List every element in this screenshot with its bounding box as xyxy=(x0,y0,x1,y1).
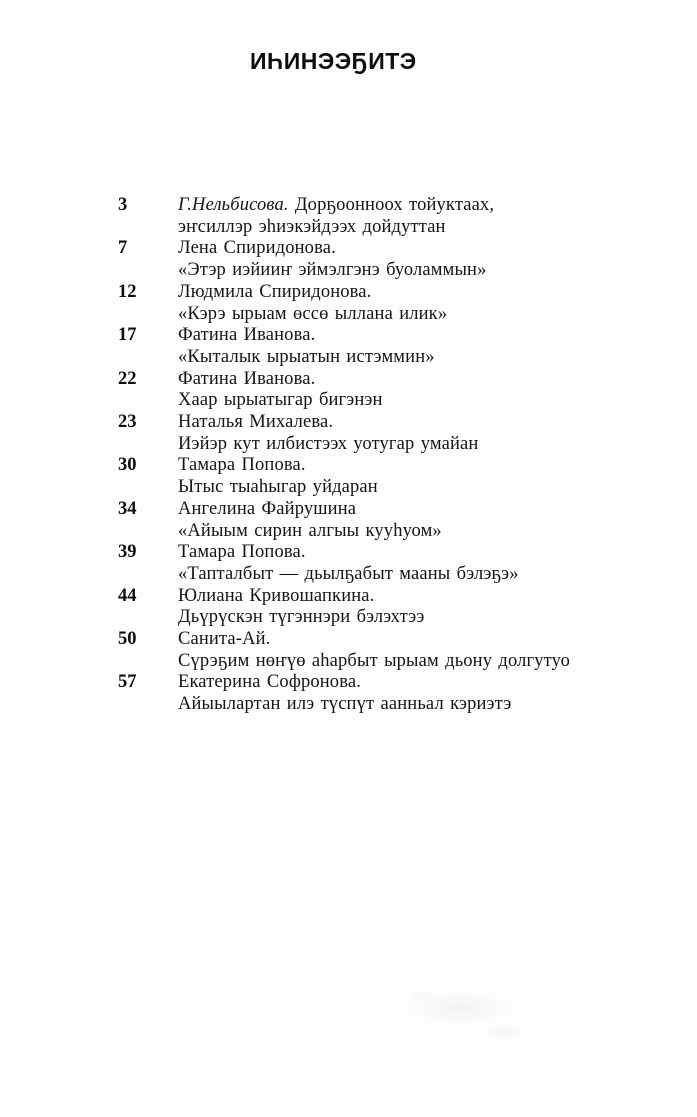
toc-entry-text xyxy=(178,629,608,672)
toc-entry-title-line2: «Кыталык ырыатын истэммин» xyxy=(178,346,435,367)
toc-entry xyxy=(118,455,608,498)
toc-entry-author: Фатина Иванова. xyxy=(178,368,316,389)
toc-entry-title-line2: «Тапталбыт — дьылҕабыт мааны бэлэҕэ» xyxy=(178,563,519,584)
toc-entry-page-number: 44 xyxy=(118,585,137,606)
toc-entry-line1 xyxy=(178,499,608,521)
toc-entry-page-number: 17 xyxy=(118,325,137,346)
toc-entry xyxy=(118,586,608,629)
toc-entry-author: Екатерина Софронова. xyxy=(178,672,361,693)
toc-entry-text xyxy=(178,325,608,368)
toc-entry-title-line2: «Этэр иэйииҥ эймэлгэнэ буоламмын» xyxy=(178,260,487,281)
toc-entry-line1 xyxy=(178,369,608,391)
toc-entry-text xyxy=(178,412,608,455)
toc-entry-title-line2: Дьүрүскэн түгэннэри бэлэхтээ xyxy=(178,607,425,628)
toc-entry-title-line2: Иэйэр кут илбистээх уотугар умайан xyxy=(178,433,479,454)
toc-entry xyxy=(118,672,608,715)
toc-entry-author: Фатина Иванова. xyxy=(178,325,316,346)
toc-entry-author: Тамара Попова. xyxy=(178,542,306,563)
toc-entry-text xyxy=(178,499,608,542)
toc-entry-author: Ангелина Файрушина xyxy=(178,498,357,519)
toc-entry-author: Г.Нельбисова. xyxy=(178,195,289,215)
toc-entry-text xyxy=(178,282,608,325)
toc-entry xyxy=(118,369,608,412)
toc-entry-page-number: 7 xyxy=(118,238,128,259)
toc-entry-page-number: 3 xyxy=(118,195,128,215)
toc-entry-page-number: 50 xyxy=(118,629,137,650)
toc-entry-title-line2: Хаар ырыатыгар бигэнэн xyxy=(178,390,383,411)
toc-entry-author: Лена Спиридонова. xyxy=(178,238,336,259)
toc-entry-line1 xyxy=(178,629,608,651)
toc-entry-author: Наталья Михалева. xyxy=(178,412,334,433)
page-title: ИҺИНЭЭҔИТЭ xyxy=(250,48,417,74)
toc-entry-page-number: 22 xyxy=(118,368,137,389)
toc-entry-line1 xyxy=(178,586,608,608)
toc-entry-title-line2: эҥсиллэр эһиэкэйдээх дойдуттан xyxy=(178,216,446,237)
toc-entry-author: Людмила Спиридонова. xyxy=(178,281,372,302)
toc-entry-text xyxy=(178,195,608,238)
toc-list xyxy=(118,195,608,716)
toc-entry-title-line2: «Айыым сирин алгыы кууһуом» xyxy=(178,520,442,541)
toc-entry-page-number: 39 xyxy=(118,542,137,563)
toc-entry xyxy=(118,542,608,585)
toc-entry-page-number: 23 xyxy=(118,412,137,433)
toc-entry xyxy=(118,325,608,368)
toc-entry-line1 xyxy=(178,542,608,564)
toc-entry xyxy=(118,238,608,281)
toc-entry-page-number: 12 xyxy=(118,281,137,302)
toc-entry-author: Санита-Ай. xyxy=(178,629,271,650)
toc-entry-line1 xyxy=(178,282,608,304)
toc-entry-text xyxy=(178,672,608,715)
toc-entry xyxy=(118,195,608,238)
toc-entry xyxy=(118,282,608,325)
toc-entry-author: Юлиана Кривошапкина. xyxy=(178,585,375,606)
toc-entry-page-number: 30 xyxy=(118,455,137,476)
toc-entry-line1 xyxy=(178,455,608,477)
toc-entry-title-line2: Сүрэҕим нөҥүө аһарбыт ырыам дьону долгутуо xyxy=(178,650,570,671)
toc-entry-line1 xyxy=(178,195,608,217)
toc-entry-line1 xyxy=(178,672,608,694)
toc-entry xyxy=(118,629,608,672)
toc-entry-title-line2: Ытыс тыаһыгар уйдаран xyxy=(178,477,378,498)
toc-entry-text xyxy=(178,542,608,585)
toc-entry-text xyxy=(178,238,608,281)
toc-entry-text xyxy=(178,455,608,498)
toc-entry-title-line2: Айыылартан илэ түспүт аанньал кэриэтэ xyxy=(178,694,512,715)
toc-entry-title-line2: «Кэрэ ырыам өссө ыллана илик» xyxy=(178,303,448,324)
toc-entry-page-number: 57 xyxy=(118,672,137,693)
toc-entry-text xyxy=(178,369,608,412)
toc-entry-line1 xyxy=(178,325,608,347)
toc-entry-line1 xyxy=(178,412,608,434)
toc-entry-line1 xyxy=(178,238,608,260)
toc-entry-author: Тамара Попова. xyxy=(178,455,306,476)
toc-entry xyxy=(118,412,608,455)
toc-entry-page-number: 34 xyxy=(118,498,137,519)
toc-entry-text xyxy=(178,586,608,629)
toc-entry xyxy=(118,499,608,542)
toc-entry-title-part1: Дорҕоонноох тойуктаах, xyxy=(288,195,495,215)
